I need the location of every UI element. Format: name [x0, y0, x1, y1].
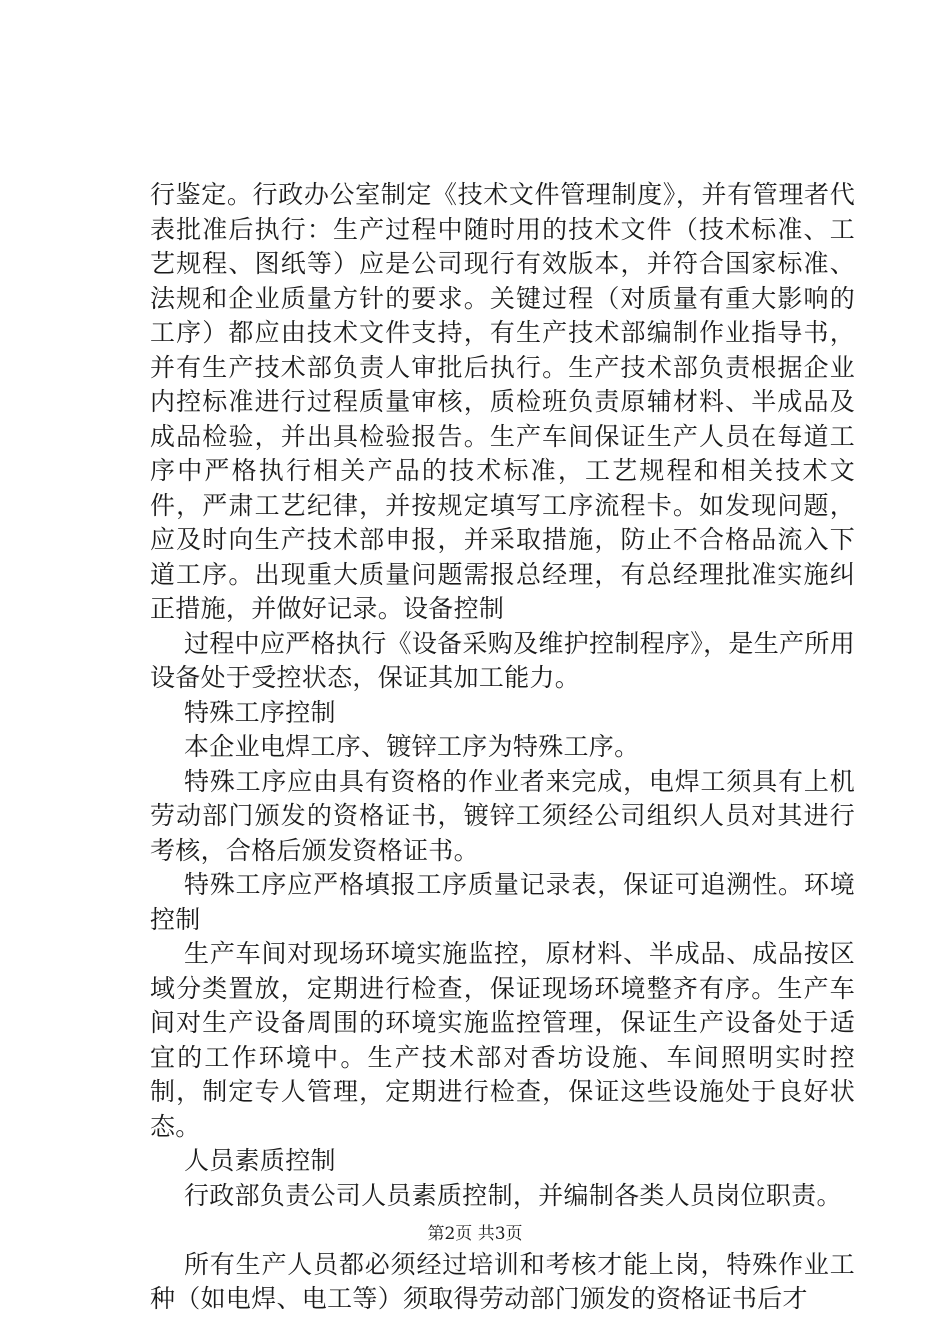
section-heading-personnel: 人员素质控制 — [184, 1146, 336, 1175]
paragraph-7: 行政部负责公司人员素质控制，并编制各类人员岗位职责。 — [184, 1180, 842, 1210]
document-body — [150, 178, 855, 1317]
section-heading-special-process: 特殊工序控制 — [184, 697, 336, 727]
paragraph-3: 本企业电焊工序、镀锌工序为特殊工序。 — [184, 732, 640, 761]
paragraph-2: 过程中应严格执行《设备采购及维护控制程序》，是生产所用设备处于受控状态，保证其加工能力。 — [150, 628, 855, 692]
paragraph-4: 特殊工序应由具有资格的作业者来完成，电焊工须具有上机劳动部门颁发的资格证书，镀锌工须经公司组织人员对其进行考核，合格后颁发资格证书。 — [150, 766, 855, 865]
paragraph-6: 生产车间对现场环境实施监控，原材料、半成品、成品按区域分类置放，定期进行检查，保证现场环境整齐有序。生产车间对生产设备周围的环境实施监控管理，保证生产设备处于适宜的工作环境中。生产技术部对香坊设施、车间照明实时控制，制定专人管理，定期进行检查，保证这些设施处于良好状态。 — [150, 939, 855, 1141]
paragraph-1: 行鉴定。行政办公室制定《技术文件管理制度》，并有管理者代表批准后执行：生产过程中随时用的技术文件（技术标准、工艺规程、图纸等）应是公司现行有效版本，并符合国家标准、法规和企业质量方针的要求。关键过程（对质量有重大影响的工序）都应由技术文件支持，有生产技术部编制作业指导书，并有生产技术部负责人审批后执行。生产技术部负责根据企业内控标准进行过程质量审核，质检班负责原辅材料、半成品及成品检验，并出具检验报告。生产车间保证生产人员在每道工序中严格执行相关产品的技术标准，工艺规程和相关技术文件，严肃工艺纪律，并按规定填写工序流程卡。如发现问题，应及时向生产技术部申报，并采取措施，防止不合格品流入下道工序。出现重大质量问题需报总经理，有总经理批准实施纠正措施，并做好记录。设备控制 — [150, 180, 855, 623]
paragraph-8: 所有生产人员都必须经过培训和考核才能上岗，特殊作业工种（如电焊、电工等）须取得劳动部门颁发的资格证书后才 — [150, 1249, 855, 1313]
page-number-footer: 第2页 共3页 — [427, 1224, 523, 1244]
paragraph-5: 特殊工序应严格填报工序质量记录表，保证可追溯性。环境控制 — [150, 870, 855, 934]
